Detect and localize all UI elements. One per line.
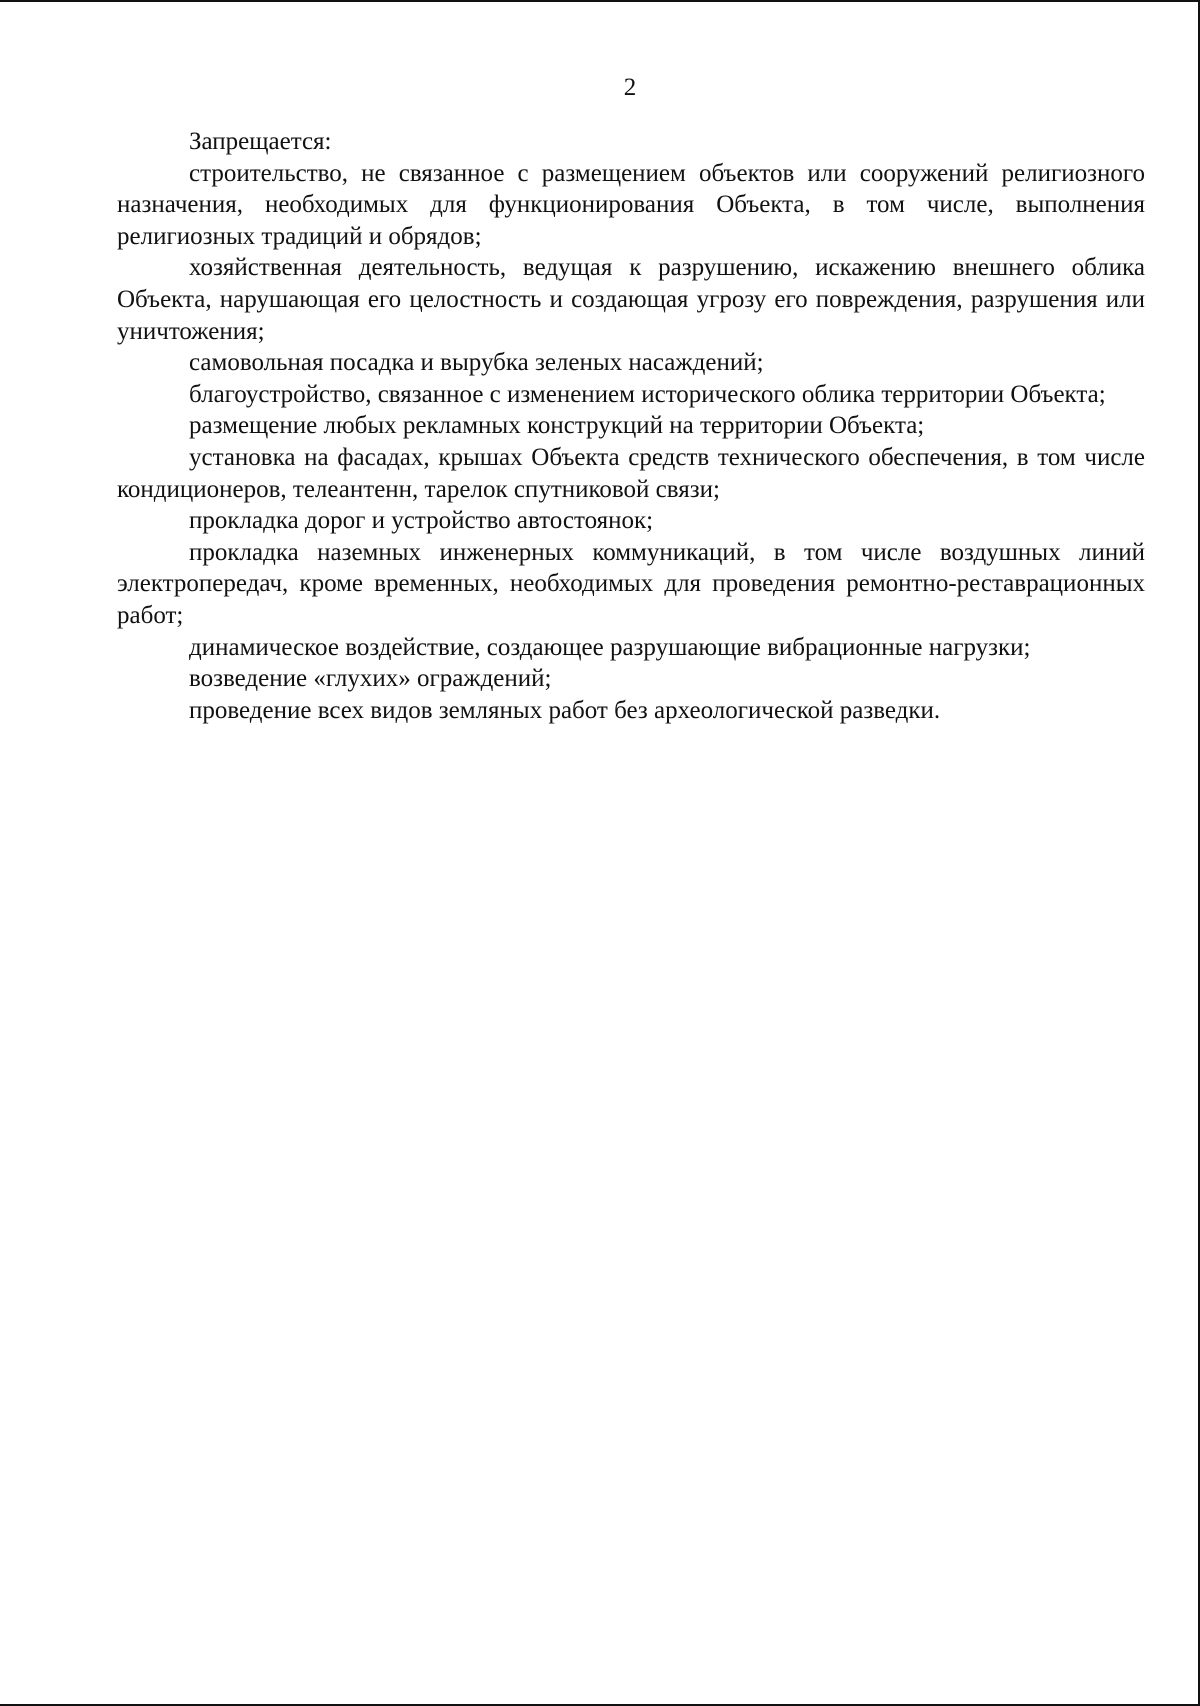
paragraph-prohibited-heading: Запрещается: — [189, 128, 332, 155]
paragraph-earthworks: проведение всех видов земляных работ без археологической разведки. — [189, 696, 941, 724]
paragraph-roads-parking: прокладка дорог и устройство автостоянок; — [189, 507, 654, 535]
paragraph-construction: строительство, не связанное с размещением объектов или сооружений религиозного назначения, необходимых для функционирования Объекта, в том числе, выполнения религиозных традиций и обрядов; — [117, 159, 1145, 250]
page-number: 2 — [623, 74, 637, 101]
paragraph-technical-equipment: установка на фасадах, крышах Объекта средств технического обеспечения, в том числе кондиционеров, телеантенн, тарелок спутниковой связи; — [117, 443, 1145, 503]
document-body — [117, 126, 1145, 726]
paragraph-vibration: динамическое воздействие, создающее разрушающие вибрационные нагрузки; — [189, 633, 1031, 661]
paragraph-economic-activity: хозяйственная деятельность, ведущая к разрушению, искажению внешнего облика Объекта, нарушающая его целостность и создающая угрозу его повреждения, разрушения или уничтожения; — [117, 254, 1145, 345]
paragraph-planting-felling: самовольная посадка и вырубка зеленых насаждений; — [189, 349, 764, 377]
paragraph-engineering-communications: прокладка наземных инженерных коммуникаций, в том числе воздушных линий электропередач, кроме временных, необходимых для проведения ремонтно-реставрационных работ; — [117, 538, 1145, 629]
paragraph-solid-fences: возведение «глухих» ограждений; — [189, 665, 552, 693]
paragraph-landscaping: благоустройство, связанное с изменением исторического облика территории Объекта; — [189, 380, 1106, 408]
paragraph-advertising: размещение любых рекламных конструкций на территории Объекта; — [189, 412, 925, 440]
